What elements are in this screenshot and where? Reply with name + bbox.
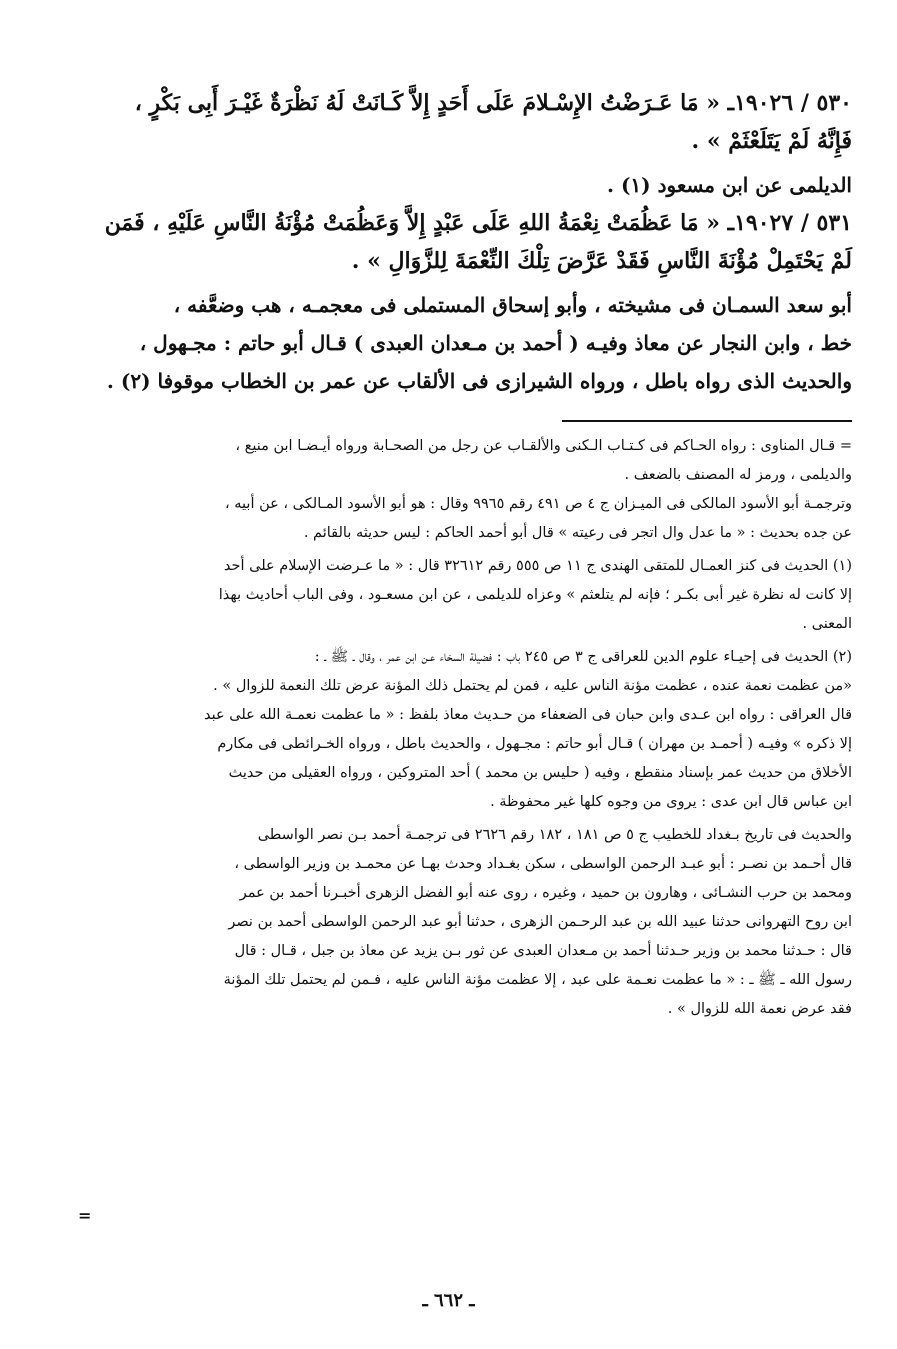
footnote-line: عن جده بحديث : « ما عدل وال اتجر فى رعيته » قال أبو أحمد الحاكم : ليس حديثه بالقائم .	[303, 525, 852, 541]
footnote-line: فقد عرض نعمة الله للزوال » .	[667, 1001, 852, 1017]
hadith-531-line-2: لَمْ يَحْتَمِلْ مُؤْنَةَ النَّاسِ فَقَدْ عَرَّضَ تِلْكَ النِّعْمَةَ لِلزَّوَالِ » .	[351, 248, 852, 274]
footnote-divider	[562, 420, 852, 422]
footnote-line: وترجمـة أبو الأسود المالكى فى الميـزان ج ٤ ص ٤٩١ رقم ٩٩٦٥ وقال : هو أبو الأسود المـالكى ، عن أبيه ،	[224, 496, 852, 512]
footnote-line: ابن روح التهروانى حدثنا عبيد الله بن عبد الرحـمن الزهرى ، حدثنا أبو عبد الرحمن الواسطى أحمد بن نصر	[228, 914, 852, 930]
footnote-line: «من عظمت نعمة عنده ، عظمت مؤنة الناس عليه ، فمن لم يحتمل ذلك المؤنة عرض تلك النعمة للزوال » .	[213, 678, 852, 694]
hadith-531-source-line-1: أبو سعد السمـان فى مشيخته ، وأبو إسحاق المستملى فى معجمـه ، هب وضعَّفه ،	[173, 293, 852, 317]
footnotes	[42, 432, 852, 1024]
footnote-line: ومحمد بن حرب النشـائى ، وهارون بن حميد ، وغيره ، روى عنه أبو الفضل الزهرى أخبـرنا أحمد بن عمر	[239, 885, 852, 901]
hadith-530-line-1: ٥٣٠ / ١٩٠٢٦ـ « مَا عَـرَضْتُ الإِسْـلامَ عَلَى أَحَدٍ إِلاَّ كَـانَتْ لَهُ نَظْرَةٌ غَيْـرَ أَبِى بَكْرٍ ،	[134, 90, 852, 116]
footnote-line: الأخلاق من حديث عمر بإسناد منقطع ، وفيه ( حليس بن محمد ) أحد المتروكين ، ورواه العقيلى من حديث	[228, 765, 852, 781]
footnote-line: رسول الله ـ ﷺ ـ : « ما عظمت نعـمة على عبد ، إلا عظمت مؤنة الناس عليه ، فـمن لم يحتمل تلك المؤنة	[223, 972, 852, 988]
footnote-2	[42, 643, 852, 817]
footnote-continuation	[42, 432, 852, 548]
footnote-line: قال أحـمد بن نصـر : أبو عبـد الرحمن الواسطى ، سكن بغـداد وحدث بهـا عن محمـد بن وزير الواسطى ،	[234, 856, 852, 872]
footnote-1	[42, 552, 852, 639]
hadith-530-source: الديلمى عن ابن مسعود (١) .	[607, 173, 852, 197]
footnote-line: إلا كانت له نظرة غير أبى بكـر ؛ فإنه لم يتلعثم » وعزاه للديلمى ، عن ابن مسعـود ، وفى الباب أحاديث بهذا	[218, 587, 852, 603]
hadith-531-source-line-3: والحديث الذى رواه باطل ، ورواه الشيرازى فى الألقاب عن عمر بن الخطاب موقوفا (٢) .	[106, 369, 852, 393]
footnote-2-continued	[42, 821, 852, 1024]
hadith-530-line-2: فَإِنَّهُ لَمْ يَتَلَعْثَمْ » .	[691, 128, 852, 154]
footnote-line: قال : حـدثنا محمد بن وزير حـدثنا أحمد بن مـعدان العبدى عن ثور بـن يزيد عن معاذ بن جبل ، قـال : قال	[234, 943, 852, 959]
page-body	[42, 84, 852, 1028]
footnote-line: (١) الحديث فى كنز العمـال للمتقى الهندى ج ١١ ص ٥٥٥ رقم ٣٢٦١٢ قال : « ما عـرضت الإسلام على أحد	[223, 558, 852, 574]
footnote-line: إلا ذكره » وفيـه ( أحمـد بن مهران ) قـال أبو حاتم : مجـهول ، والحديث باطل ، ورواه الخـرائطى فى مكارم	[217, 736, 852, 752]
hadith-531-source-line-2: خط ، وابن النجار عن معاذ وفيـه ( أحمد بن مـعدان العبدى ) قـال أبو حاتم : مجـهول ،	[139, 331, 852, 355]
page-number: ـ ٦٦٢ ـ	[422, 1290, 475, 1311]
footnote-line: = قـال المناوى : رواه الحـاكم فى كـتـاب الـكنى والألقـاب عن رجل من الصحـابة ورواه أيـضـا ابن منيع ،	[235, 438, 852, 454]
footnote-line: والديلمى ، ورمز له المصنف بالضعف .	[624, 467, 852, 483]
continuation-mark: =	[78, 1206, 92, 1225]
footnote-line: والحديث فى تاريخ بـغداد للخطيب ج ٥ ص ١٨١ ، ١٨٢ رقم ٢٦٢٦ فى ترجمـة أحمد بـن نصر الواسطى	[257, 827, 852, 843]
footnote-line: (٢) الحديث فى إحيـاء علوم الدين للعراقى ج ٣ ص ٢٤٥ باب : فضيلة السخاء عـن ابن عمر ، وقال ـ ﷺ ـ :	[314, 649, 852, 665]
footnote-line: المعنى .	[802, 616, 852, 632]
hadith-531-line-1: ٥٣١ / ١٩٠٢٧ـ « مَا عَظُمَتْ نِعْمَةُ اللهِ عَلَى عَبْدٍ إِلاَّ وَعَظُمَتْ مُؤْنَةُ النَّاسِ عَلَيْهِ ، فَمَن	[104, 210, 852, 236]
footnote-line: قال العراقى : رواه ابن عـدى وابن حبان فى الضعفاء من حـديث معاذ بلفظ : « ما عظمت نعمـة الله على عبد	[204, 707, 852, 723]
footnote-line: ابن عباس قال ابن عدى : يروى من وجوه كلها غير محفوظة .	[490, 794, 852, 810]
